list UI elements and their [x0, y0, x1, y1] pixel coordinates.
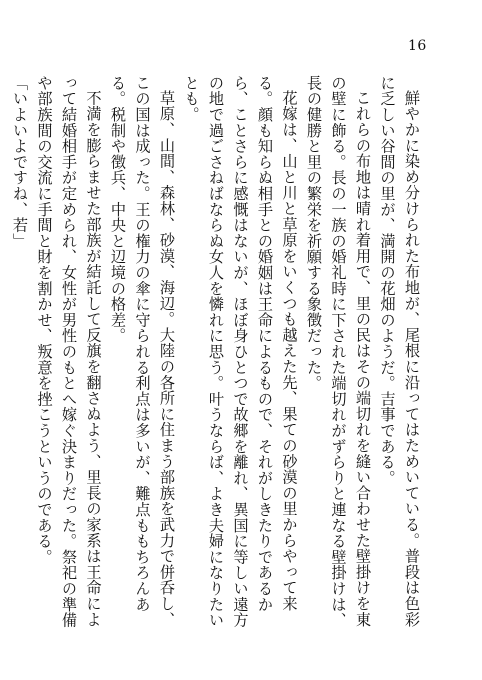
- paragraph-2: これらの布地は晴れ着用で、里の民はその端切れを縫い合わせた壁掛けを東の壁に飾る。長の一族の婚礼時に下された端切れがずらりと連なる壁掛けは、長の健勝と里の繁栄を祈願する象徴だった。: [305, 75, 372, 628]
- novel-text-body: [11, 75, 424, 635]
- page-number: 16: [408, 38, 427, 54]
- paragraph-3: 花嫁は、山と川と草原をいくつも越えた先、果ての砂漠の里からやって来る。顔も知らぬ相手との婚姻は王命によるもので、それがしきたりであるから、ことさらに感慨はないが、ほぼ身ひとつで故郷を離れ、異国に等しい遠方の地で過ごさねばならぬ女人を憐れに思う。叶うならば、よき夫婦になりたいとも。: [182, 75, 299, 628]
- paragraph-5: 不満を膨らませた部族が結託して反旗を翻さぬよう、里長の家系は王命によって結婚相手が定められ、女性が男性のもとへ嫁ぐ決まりだった。祭祀の準備や部族間の交流に手間と財を割かせ、叛意を挫こうというのである。: [35, 75, 103, 628]
- dialogue-line: 「いよいよですね、若」: [11, 75, 29, 249]
- paragraph-1: 鮮やかに染め分けられた布地が、尾根に沿ってはためいている。普段は色彩に乏しい谷間の里が、満開の花畑のようだ。吉事である。: [378, 75, 421, 628]
- paragraph-4: 草原、山間、森林、砂漠、海辺。大陸の各所に住まう部族を武力で併呑し、この国は成った。王の権力の傘に守られる利点は多いが、難点ももちろんある。税制や徴兵、中央と辺境の格差。: [109, 75, 176, 628]
